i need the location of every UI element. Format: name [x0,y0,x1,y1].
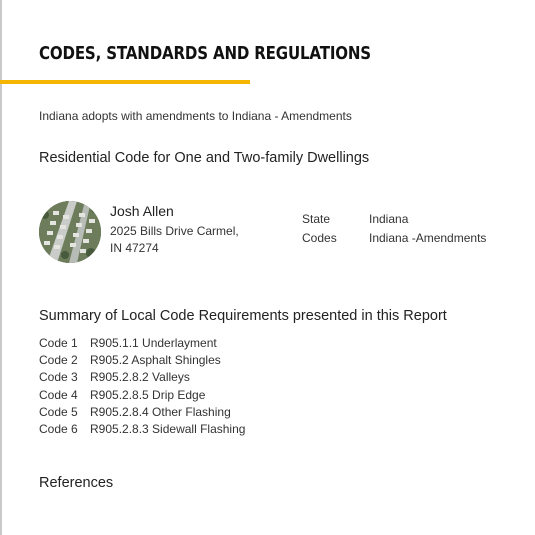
state-value: Indiana [369,212,409,226]
aerial-photo-avatar [39,201,101,263]
code-number: Code 2 [39,353,78,368]
code-text: R905.2.8.5 Drip Edge [90,387,206,402]
code-number: Code 6 [39,421,78,436]
code-text: R905.2 Asphalt Shingles [90,353,221,368]
list-item [39,370,245,387]
code-number: Code 5 [39,404,78,419]
aerial-photo-icon [39,201,101,263]
adoption-text: Indiana adopts with amendments to Indiana - Amendments [39,109,352,123]
codes-value: Indiana -Amendments [369,231,487,245]
contact-name: Josh Allen [110,203,174,219]
code-text: R905.2.8.3 Sidewall Flashing [90,421,246,436]
code-number: Code 3 [39,370,78,385]
list-item [39,422,245,439]
contact-address-line2: IN 47274 [110,241,159,255]
code-text: R905.2.8.4 Other Flashing [90,404,231,419]
references-heading: References [39,475,114,491]
code-list [39,336,245,439]
code-number: Code 4 [39,387,78,402]
page-title: CODES, STANDARDS AND REGULATIONS [39,44,371,64]
list-item [39,405,245,422]
list-item [39,353,245,370]
codes-label: Codes [302,231,337,245]
code-number: Code 1 [39,336,78,350]
contact-address-line1: 2025 Bills Drive Carmel, [110,224,239,238]
title-accent-bar [0,80,250,84]
state-label: State [302,212,331,226]
list-item [39,336,245,353]
summary-title: Summary of Local Code Requirements presented in this Report [39,308,447,324]
code-text: R905.1.1 Underlayment [90,336,217,350]
list-item [39,388,245,405]
code-title: Residential Code for One and Two-family Dwellings [39,150,370,166]
code-text: R905.2.8.2 Valleys [90,370,190,385]
